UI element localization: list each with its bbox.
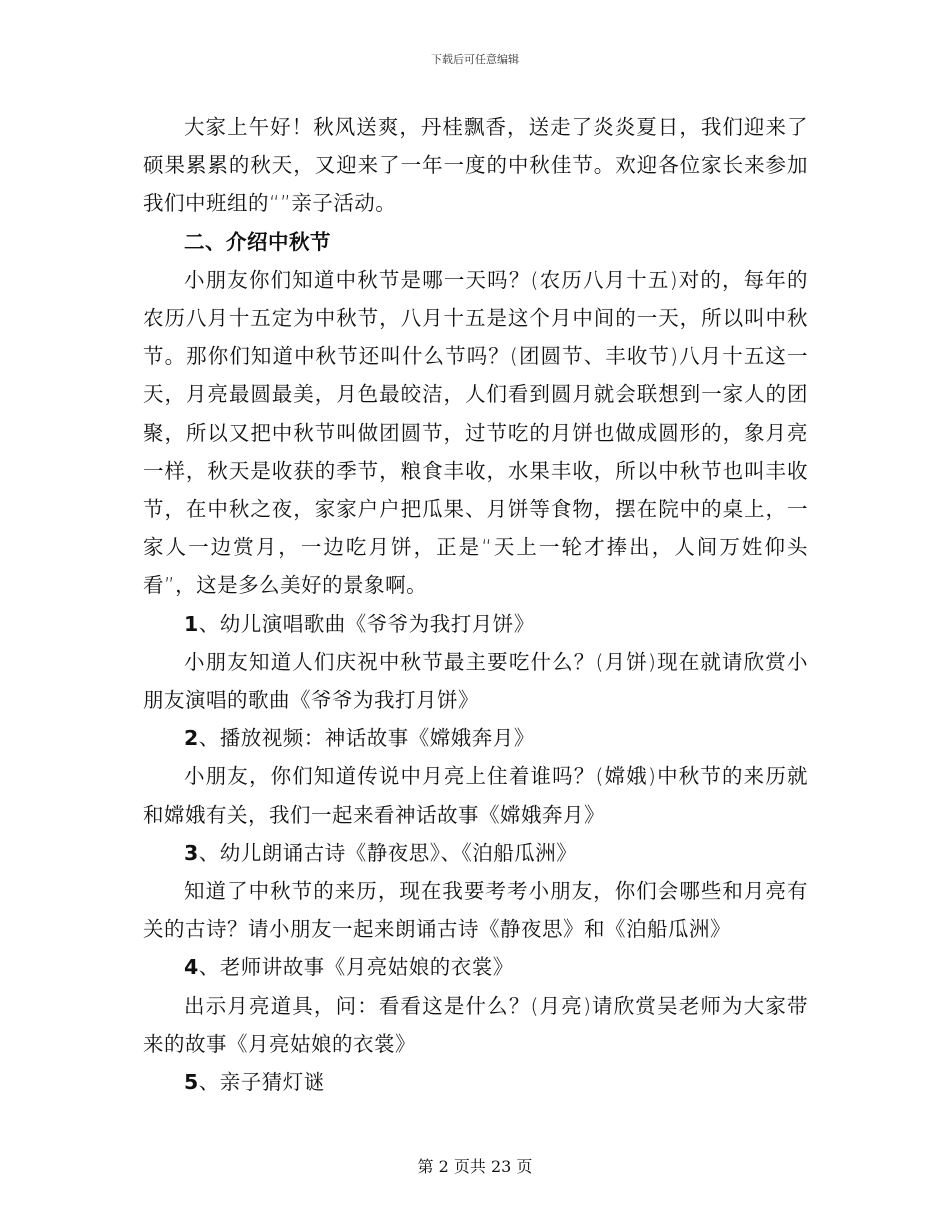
item-2-text: 小朋友，你们知道传说中月亮上住着谁吗？(嫦娥)中秋节的来历就和嫦娥有关，我们一起来看神话故事《嫦娥奔月》 — [143, 764, 808, 827]
intro-paragraph: 大家上午好！秋风送爽，丹桂飘香，送走了炎炎夏日，我们迎来了硕果累累的秋天，又迎来了一年一度的中秋佳节。欢迎各位家长来参加我们中班组的“”亲子活动。 — [143, 115, 808, 216]
item-1-title: 1、幼儿演唱歌曲《爷爷为我打月饼》 — [184, 611, 535, 636]
document-body — [143, 108, 808, 1101]
item-2-title: 2、播放视频：神话故事《嫦娥奔月》 — [184, 726, 535, 751]
item-5-title: 5、亲子猜灯谜 — [184, 1070, 325, 1095]
item-3-title: 3、幼儿朗诵古诗《静夜思》、《泊船瓜洲》 — [184, 840, 578, 865]
item-4-text: 出示月亮道具，问：看看这是什么？(月亮)请欣赏吴老师为大家带来的故事《月亮姑娘的衣裳》 — [143, 993, 808, 1056]
section-heading: 二、介绍中秋节 — [184, 229, 331, 254]
item-4-title: 4、老师讲故事《月亮姑娘的衣裳》 — [184, 955, 514, 980]
section-paragraph: 小朋友你们知道中秋节是哪一天吗？(农历八月十五)对的，每年的农历八月十五定为中秋节，八月十五是这个月中间的一天，所以叫中秋节。那你们知道中秋节还叫什么节吗？(团圆节、丰收节)八月十五这一天，月亮最圆最美，月色最皎洁，人们看到圆月就会联想到一家人的团聚，所以又把中秋节叫做团圆节，过节吃的月饼也做成圆形的，象月亮一样，秋天是收获的季节，粮食丰收，水果丰收，所以中秋节也叫丰收节，在中秋之夜，家家户户把瓜果、月饼等食物，摆在院中的桌上，一家人一边赏月，一边吃月饼，正是“天上一轮才捧出，人间万姓仰头看”，这是多么美好的景象啊。 — [143, 267, 808, 598]
item-3-text: 知道了中秋节的来历，现在我要考考小朋友，你们会哪些和月亮有关的古诗？请小朋友一起来朗诵古诗《静夜思》和《泊船瓜洲》 — [143, 879, 808, 942]
item-1-text: 小朋友知道人们庆祝中秋节最主要吃什么？(月饼)现在就请欣赏小朋友演唱的歌曲《爷爷为我打月饼》 — [143, 649, 808, 713]
page-footer: 第 2 页共 23 页 — [417, 1157, 533, 1176]
page-header: 下载后可任意编辑 — [431, 53, 519, 66]
